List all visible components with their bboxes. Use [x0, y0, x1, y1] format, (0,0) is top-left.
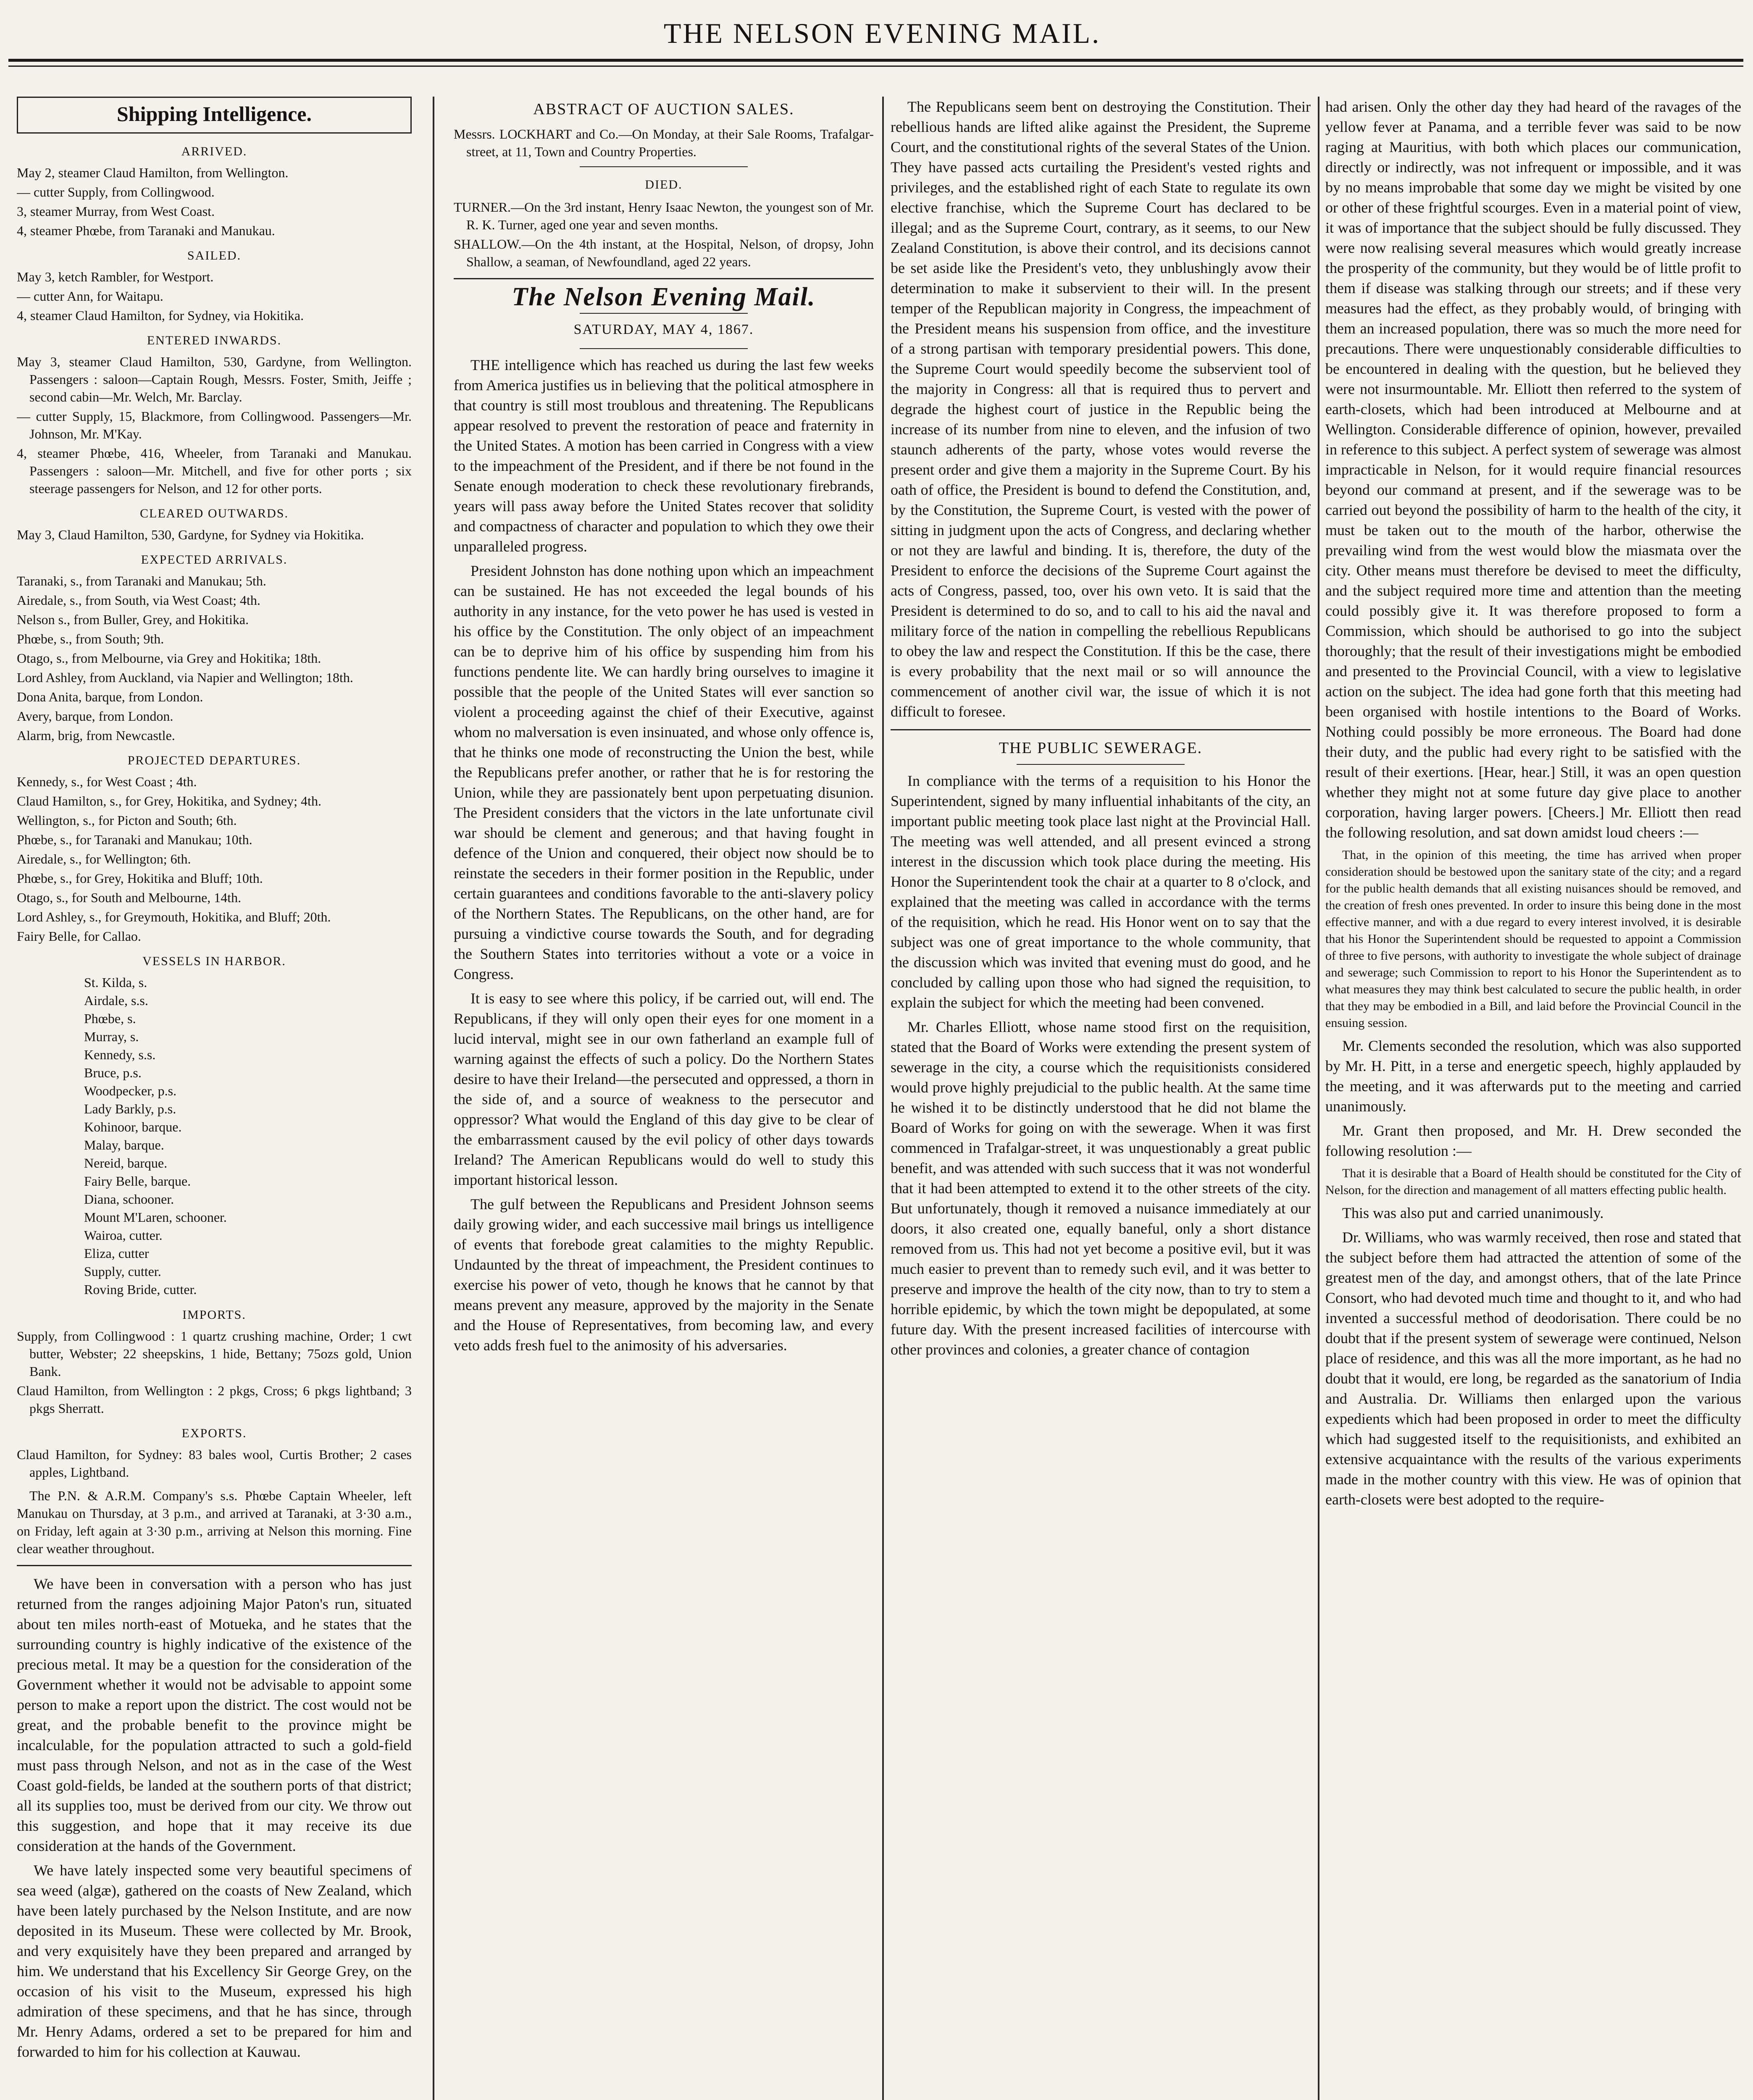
masthead: THE NELSON EVENING MAIL.: [663, 17, 1101, 49]
shipping-entry: 4, steamer Phœbe, from Taranaki and Manukau.: [17, 223, 275, 238]
article-paragraph: Mr. Charles Elliott, whose name stood first on the requisition, stated that the Board of Works were extending the present system of sewerage in the city, a course which the requisitionists considered would prove highly prejudicial to the public health. At the same time he wished it to be distinctly understood that he did not blame the Board of Works for going on with the sewerage. When it was first commenced in Trafalgar-street, it was unquestionably a great public benefit, and was attended with such success that it was not wonderful that it had been attempted to extend it to the other streets of the city. But unfortunately, though it removed a nuisance immediately at our doors, it also created one, equally baneful, only a short distance removed from us. This had not yet become a positive evil, but it was much easier to prevent than to remedy such evil, and it was better to preserve and improve the health of the city now, than to try to stem a horrible epidemic, by which the town might be depopulated, at some future day. With the present increased facilities of intercourse with other provinces and colonies, a greater chance of contagion: [891, 1018, 1311, 1358]
shipping-entry: May 3, Claud Hamilton, 530, Gardyne, for Sydney via Hokitika.: [17, 527, 364, 542]
vessel-item: Airdale, s.s.: [84, 993, 148, 1008]
shipping-entry: Otago, s., from Melbourne, via Grey and Hokitika; 18th.: [17, 651, 321, 666]
section-heading: SAILED.: [187, 249, 242, 262]
section-heading: EXPECTED ARRIVALS.: [141, 553, 288, 567]
death-notices: [454, 198, 874, 270]
vessel-item: Eliza, cutter: [84, 1246, 149, 1261]
auction-block: [454, 125, 874, 160]
divider: [580, 313, 748, 314]
article-paragraph: In compliance with the terms of a requisition to his Honor the Superintendent, signed by many influential inhabitants of the city, an important public meeting took place last night at the Provincial Hall. The meeting was well attended, and all present evinced a strong interest in the discussion which took place during the meeting. His Honor the Superintendent took the chair at a quarter to 8 o'clock, and explained that the meeting was called in accordance with the terms of the requisition, which he read. His Honor went on to say that the subject was one of great importance to the whole community, that the discussion which was invited that evening must do good, and he concluded by calling upon those who had signed the requisition, to explain the subject for which the meeting had been convened.: [891, 772, 1311, 1011]
section-heading: ARRIVED.: [181, 144, 247, 158]
article-paragraph: This was also put and carried unanimously.: [1342, 1205, 1604, 1221]
vessel-item: St. Kilda, s.: [84, 975, 147, 990]
editorial-paragraph: The Republicans seem bent on destroying the Constitution. Their rebellious hands are lifted alike against the President, the Supreme Court, and the constitutional rights of the several States of the Union. They have passed acts curtailing the President's vested rights and privileges, and the established right of each State to regulate its own elective franchise, which the Supreme Court has declared to be illegal; and as the Supreme Court, contrary, as it seems, to our New Zealand Constitution, is above their control, and its decisions cannot be set aside like the President's veto, they unblushingly avow their determination to make it subservient to their will. In the present temper of the Republican majority in Congress, the impeachment of the President means his suspension from office, and the investiture of a strong partisan with temporary presidential powers. This done, the Supreme Court would speedily become the subservient tool of the majority in Congress: all that is required thus to pervert and degrade the highest court of justice in the Republic being the increase of its number from nine to eleven, and the infusion of two staunch adherents of the party, whose votes would reverse the present order and give them a majority in the Supreme Court. By his oath of office, the President is bound to defend the Constitution, and, by the Constitution, the Supreme Court, is vested with the power of sitting in judgment upon the acts of Congress, and declaring whether or not they are lawful and binding. It is, therefore, the duty of the President to enforce the decisions of the Supreme Court against the acts of Congress, passed, too, over his own veto. It is said that the President is determined to do so, and to call to his aid the naval and military force of the nation in compelling the rebellious Republicans to obey the law and respect the Constitution. If this be the case, there is every probability that the next mail or so will announce the commencement of another civil war, the issue of which it is not difficult to foresee.: [891, 98, 1311, 720]
vessel-item: Kennedy, s.s.: [84, 1047, 156, 1062]
shipping-entry: — cutter Supply, from Collingwood.: [17, 184, 215, 200]
vessel-item: Roving Bride, cutter.: [84, 1282, 197, 1297]
shipping-entry: — cutter Supply, 15, Blackmore, from Collingwood. Passengers—Mr. Johnson, Mr. M'Kay.: [17, 409, 412, 441]
section-heading: CLEARED OUTWARDS.: [140, 507, 289, 520]
shipping-entry: — cutter Ann, for Waitapu.: [17, 289, 163, 304]
article-paragraph: Mr. Grant then proposed, and Mr. H. Drew seconded the following resolution :—: [1325, 1122, 1741, 1159]
shipping-entry: Dona Anita, barque, from London.: [17, 689, 203, 704]
column-4: [1325, 97, 1741, 2100]
shipping-intelligence: [17, 143, 412, 1557]
shipping-entry: 3, steamer Murray, from West Coast.: [17, 204, 215, 219]
column-rule: [882, 97, 884, 2100]
section-heading: VESSELS IN HARBOR.: [142, 954, 286, 968]
shipping-title: Shipping Intelligence.: [117, 102, 312, 126]
shipping-entry: Phœbe, s., for Grey, Hokitika and Bluff; 10th.: [17, 871, 263, 886]
died-heading: DIED.: [645, 178, 683, 192]
shipping-entry: Lord Ashley, from Auckland, via Napier and Wellington; 18th.: [17, 670, 353, 685]
vessel-item: Lady Barkly, p.s.: [84, 1101, 176, 1116]
shipping-entry: Phœbe, s., from South; 9th.: [17, 631, 164, 646]
shipping-entry: Avery, barque, from London.: [17, 709, 173, 724]
shipping-entry: Lord Ashley, s., for Greymouth, Hokitika, and Bluff; 20th.: [17, 909, 331, 924]
article-paragraph: had arisen. Only the other day they had heard of the ravages of the yellow fever at Panama, and a terrible fever was said to be now raging at Mauritius, with both which places our communication, directly or indirectly, was not infrequent or impossible, and it was by no means improbable that some day we might be visited by one or other of these frightful scourges. Even in a material point of view, it was of importance that the subject should be fully discussed. They were now realising several measures which would greatly increase the prosperity of the community, but they would be of little profit to them if disease was stalking through our streets; and if these very measures had the effect, as they probably would, of bringing with them an increased population, there was so much the more need for precautions. There were unquestionably considerable difficulties to be encountered in dealing with the question, but he believed they were not insurmountable. Mr. Elliott then referred to the system of earth-closets, which had been introduced at Melbourne and at Wellington. Considerable difference of opinion, however, prevailed in reference to this subject. A perfect system of sewerage was almost impracticable in Nelson, for it would require financial resources beyond our command at present, and if the sewerage was to be carried out beyond the possibility of harm to the health of the city, it must be taken out to the mouth of the harbor, otherwise the prevailing wind from the west would blow the miasmata over the city. Other means must therefore be devised to meet the difficulty, and the subject required more time and attention than the meeting could possibly give it. It was therefore proposed to form a Commission, which should be authorised to go into the subject thoroughly; that the result of their investigations might be embodied and presented to the Provincial Council, with a view to legislative action on the subject. The idea had gone forth that this meeting had been organised with hostile intentions to the Board of Works. Nothing could possibly be more erroneous. The Board had done their duty, and the public had every right to be satisfied with the result of their exertions. [Hear, hear.] Still, it was an open question whether they might not at some future day give place to another corporation, having larger powers. [Cheers.] Mr. Elliott then read the following resolution, and sat down amidst loud cheers :—: [1325, 98, 1741, 841]
shipping-entry: May 3, steamer Claud Hamilton, 530, Gardyne, from Wellington. Passengers : saloon—Captain Rough, Messrs. Foster, Smith, Jeiffe ; second cabin—Mr. Welch, Mr. Barclay.: [17, 354, 412, 404]
column-rule: [1318, 97, 1319, 2100]
divider: [580, 348, 748, 349]
divider: [1017, 764, 1185, 765]
divider: [891, 729, 1311, 730]
shipping-entry: Otago, s., for South and Melbourne, 14th.: [17, 890, 242, 905]
column-3: [891, 97, 1311, 2100]
editorial-paragraph: THE intelligence which has reached us during the last few weeks from America justifies us in believing that the political atmosphere in that country is still most troublous and threatening. The Republicans appear resolved to prevent the restoration of peace and fraternity in the United States. A motion has been carried in Congress with a view to the impeachment of the President, and if there be not found in the Senate enough moderation to check these revolutionary firebrands, years will pass away before the United States recover that solidity and compactness of character and population to which they owe their unparalleled progress.: [454, 357, 874, 555]
shipping-note: The P.N. & A.R.M. Company's s.s. Phœbe Captain Wheeler, left Manukau on Thursday, at 3 p.m., and arrived at Taranaki, at 3·30 a.m., on Friday, left again at 3·30 p.m., arriving at Nelson this morning. Fine clear weather throughout.: [17, 1488, 412, 1556]
column-1: [17, 97, 412, 2100]
shipping-title-box: [17, 97, 412, 134]
auction-heading: ABSTRACT OF AUCTION SALES.: [533, 100, 794, 118]
shipping-entry: Taranaki, s., from Taranaki and Manukau; 5th.: [17, 573, 266, 588]
divider: [580, 166, 748, 167]
shipping-entry: 4, steamer Phœbe, 416, Wheeler, from Taranaki and Manukau. Passengers : saloon—Mr. Mitchell, and five for other ports ; six steerage passengers for Nelson, and 12 for other ports.: [17, 446, 412, 496]
editorial-paragraph: It is easy to see where this policy, if be carried out, will end. The Republicans, if they will only open their eyes for one moment in a lucid interval, might see in our own fatherland an example full of warning against the effects of such a policy. Do the Northern States desire to have their Ireland—the persecuted and oppressed, a thorn in the side of, and a source of weakness to the persecutor and oppressor? What would the England of this day give to be clear of the embarrassment caused by the evil policy of other days towards Ireland? The American Republicans would do well to study this important historical lesson.: [454, 990, 874, 1188]
vessel-item: Wairoa, cutter.: [84, 1228, 163, 1243]
shipping-entry: Fairy Belle, for Callao.: [17, 929, 141, 944]
death-notice: SHALLOW.—On the 4th instant, at the Hospital, Nelson, of dropsy, John Shallow, a seaman, of Newfoundland, aged 22 years.: [454, 236, 874, 269]
shipping-entry: Alarm, brig, from Newcastle.: [17, 728, 175, 743]
vessel-item: Diana, schooner.: [84, 1192, 174, 1207]
vessel-item: Nereid, barque.: [84, 1155, 168, 1171]
dateline: SATURDAY, MAY 4, 1867.: [573, 322, 754, 337]
vessels-list: [84, 974, 412, 1299]
shipping-entry: Claud Hamilton, from Wellington : 2 pkgs, Cross; 6 pkgs lightband; 3 pkgs Sherratt.: [17, 1383, 412, 1416]
shipping-entry: Kennedy, s., for West Coast ; 4th.: [17, 774, 197, 789]
section-heading: EXPORTS.: [181, 1426, 247, 1440]
column-rule: [433, 97, 434, 2100]
shipping-entry: Claud Hamilton, for Sydney: 83 bales wool, Curtis Brother; 2 cases apples, Lightband.: [17, 1447, 412, 1480]
article-paragraph: We have been in conversation with a person who has just returned from the ranges adjoining Major Paton's run, situated about ten miles north-east of Motueka, and he states that the surrounding country is highly indicative of the existence of the precious metal. It may be a question for the consideration of the Government whether it would not be advisable to appoint some person to make a report upon the district. The cost would not be great, and the probable benefit to the province might be incalculable, for the population attracted to such a gold-field must pass through Nelson, and not as in the case of the West Coast gold-fields, be landed at the southern ports of that district; all its supplies too, must be derived from our city. We throw out this suggestion, and hope that it may receive its due consideration at the hands of the Government.: [17, 1575, 412, 1854]
vessel-item: Malay, barque.: [84, 1137, 164, 1152]
column-2: [454, 97, 874, 2100]
paper-title: The Nelson Evening Mail.: [512, 283, 816, 311]
editorial-paragraph: The gulf between the Republicans and President Johnson seems daily growing wider, and each successive mail brings us intelligence of events that forebode great calamities to the mighty Republic. Undaunted by the threat of impeachment, the President continues to exercise his power of veto, though he knows that he cannot by that means prevent any measure, approved by the majority in the Senate and the House of Representatives, from becoming law, and every veto adds fresh fuel to the animosity of his adversaries.: [454, 1196, 874, 1354]
auction-entry: Messrs. LOCKHART and Co.—On Monday, at their Sale Rooms, Trafalgar-street, at 11, Town and Country Properties.: [454, 126, 874, 159]
article-paragraph: We have lately inspected some very beautiful specimens of sea weed (algæ), gathered on the coasts of New Zealand, which have been lately purchased by the Nelson Institute, and are now deposited in its Museum. These were collected by Mr. Brook, and very exquisitely have they been prepared and arranged by him. We understand that his Excellency Sir George Grey, on the occasion of his visit to the Museum, expressed his high admiration of these specimens, and that he has since, through Mr. Henry Adams, ordered a set to be prepared for him and forwarded to him for his collection at Kauwau.: [17, 1862, 412, 2060]
divider: [454, 278, 874, 279]
article-paragraph: Mr. Clements seconded the resolution, which was also supported by Mr. H. Pitt, in a terse and energetic speech, highly applauded by the meeting, and it was afterwards put to the meeting and carried unanimously.: [1325, 1037, 1741, 1115]
editorial-paragraph: President Johnston has done nothing upon which an impeachment can be sustained. He has not exceeded the legal bounds of his authority in any instance, for the veto power he has used is vested in his office by the Constitution. The only object of an impeachment can be to deprive him of his office by suspending him from his functions pendente lite. We can hardly bring ourselves to imagine it possible that the people of the United States will ever sanction so violent a proceeding against the chief of their Executive, against whom no malversation is even insinuated, and whose only offence is, that he thinks one mode of reconstructing the Union the best, while the Republicans prefer another, or rather that he is for restoring the Union, while they are passionately bent upon perpetuating disunion. The President considers that the victors in the late unfortunate civil war should be clement and generous; and that having fought in defence of the Union and conquered, their object now should be to reinstate the seceders in their former position in the Republic, under certain guarantees and conditions favorable to the anti-slavery policy of the Northern States. The Republicans, on the other hand, are for pursuing a vindictive course towards the South, and for degrading the Southern States into territories without a vote or a voice in Congress.: [454, 562, 874, 982]
shipping-entry: Nelson s., from Buller, Grey, and Hokitika.: [17, 612, 249, 627]
vessel-item: Supply, cutter.: [84, 1264, 161, 1279]
resolution-text: That, in the opinion of this meeting, the time has arrived when proper consideration should be bestowed upon the sanitary state of the city; and a regard for the public health demands that all existing nuisances should be removed, and the creation of fresh ones prevented. In order to insure this being done in the most effective manner, and with a due regard to every interest involved, it is desirable that his Honor the Superintendent should be requested to appoint a Commission of three to five persons, with authority to investigate the whole subject of drainage and sewerage; such Commission to report to his Honor the Superintendent as to what measures they may think best calculated to secure the public health, in order that they may be embodied in a Bill, and laid before the Provincial Council in the ensuing session.: [1325, 848, 1741, 1030]
shipping-entry: May 2, steamer Claud Hamilton, from Wellington.: [17, 165, 289, 180]
vessel-item: Woodpecker, p.s.: [84, 1083, 177, 1098]
vessel-item: Phœbe, s.: [84, 1011, 136, 1026]
shipping-entry: Airedale, s., from South, via West Coast; 4th.: [17, 593, 260, 608]
shipping-entry: Claud Hamilton, s., for Grey, Hokitika, and Sydney; 4th.: [17, 793, 321, 808]
section-heading: PROJECTED DEPARTURES.: [127, 753, 301, 767]
masthead-rule-thick: [8, 59, 1743, 62]
vessel-item: Fairy Belle, barque.: [84, 1173, 191, 1189]
resolution-text: That it is desirable that a Board of Health should be constituted for the City of Nelson, for the direction and management of all matters effecting public health.: [1325, 1166, 1741, 1197]
vessel-item: Murray, s.: [84, 1029, 139, 1044]
vessel-item: Bruce, p.s.: [84, 1065, 142, 1080]
shipping-entry: Wellington, s., for Picton and South; 6th.: [17, 813, 237, 828]
vessel-item: Mount M'Laren, schooner.: [84, 1210, 227, 1225]
shipping-entry: Phœbe, s., for Taranaki and Manukau; 10th.: [17, 832, 252, 847]
vessel-item: Kohinoor, barque.: [84, 1119, 182, 1134]
sewerage-heading: THE PUBLIC SEWERAGE.: [999, 739, 1203, 757]
masthead-rule-thin: [8, 66, 1743, 67]
shipping-entry: 4, steamer Claud Hamilton, for Sydney, via Hokitika.: [17, 308, 304, 323]
shipping-entry: Supply, from Collingwood : 1 quartz crushing machine, Order; 1 cwt butter, Webster; 22 sheepskins, 1 hide, Bettany; 75ozs gold, Union Bank.: [17, 1328, 412, 1379]
article-paragraph: Dr. Williams, who was warmly received, then rose and stated that the subject before them had attracted the attention of some of the greatest men of the day, and amongst others, that of the late Prince Consort, who had devoted much time and thought to it, and who had invented a successful method of deodorisation. There could be no doubt that if the present system of sewerage were continued, Nelson place of residence, and this was all the more important, as he had no doubt that it would, ere long, be regarded as the sanatorium of India and Australia. Dr. Williams then enlarged upon the various expedients which had been proposed in order to meet the difficulty which had suggested itself to the requisitionists, and exhibited an extensive acquaintance with the results of the various experiments made in the mother country with this view. He was of opinion that earth-closets were best adopted to the require-: [1325, 1229, 1741, 1508]
death-notice: TURNER.—On the 3rd instant, Henry Isaac Newton, the youngest son of Mr. R. K. Turner, aged one year and seven months.: [454, 200, 874, 232]
divider: [17, 1565, 412, 1566]
shipping-entry: May 3, ketch Rambler, for Westport.: [17, 269, 214, 284]
shipping-entry: Airedale, s., for Wellington; 6th.: [17, 851, 191, 866]
section-heading: IMPORTS.: [182, 1308, 246, 1322]
section-heading: ENTERED INWARDS.: [147, 333, 282, 347]
